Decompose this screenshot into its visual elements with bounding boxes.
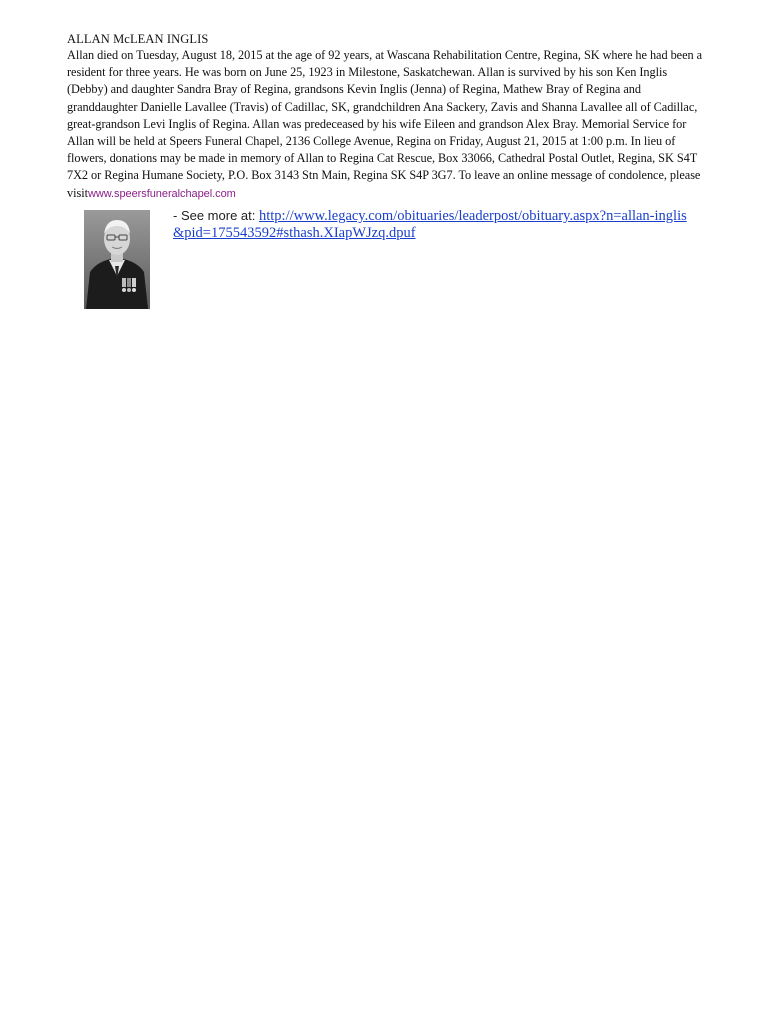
photo-and-link-row: [84, 210, 704, 320]
obituary-body: [67, 47, 703, 203]
obituary-text-block: [67, 31, 703, 203]
legacy-obituary-link[interactable]: http://www.legacy.com/obituaries/leaderpost/obituary.aspx?n=allan-inglis&pid=175543592#sthash.XIapWJzq.dpuf: [173, 208, 687, 241]
see-more-line: [173, 207, 693, 242]
obituary-body-text: Allan died on Tuesday, August 18, 2015 at the age of 92 years, at Wascana Rehabilitation Centre, Regina, SK where he had been a resident for three years. He was born on June 25, 1923 in Milestone, Saskatchewan. Allan is survived by his son Ken Inglis (Debby) and daughter Sandra Bray of Regina, grandsons Kevin Inglis (Jenna) of Regina, Mathew Bray of Regina and granddaughter Danielle Lavallee (Travis) of Cadillac, SK, grandchildren Ana Sackery, Zavis and Shanna Lavallee all of Cadillac, great-grandson Levi Inglis of Regina. Allan was predeceased by his wife Eileen and grandson Alex Bray. Memorial Service for Allan will be held at Speers Funeral Chapel, 2136 College Avenue, Regina on Friday, August 21, 2015 at 1:00 p.m. In lieu of flowers, donations may be made in memory of Allan to Regina Cat Rescue, Box 33066, Cathedral Postal Outlet, Regina, SK S4T 7X2 or Regina Humane Society, P.O. Box 3143 Stn Main, Regina SK S4P 3G7. To leave an online message of condolence, please visit: [67, 48, 703, 200]
obituary-title: ALLAN McLEAN INGLIS: [67, 32, 209, 46]
portrait-photo-icon: [84, 210, 150, 309]
portrait-photo: [84, 210, 150, 309]
see-more-prefix: - See more at:: [173, 208, 259, 223]
funeral-chapel-link[interactable]: www.speersfuneralchapel.com: [87, 187, 236, 200]
